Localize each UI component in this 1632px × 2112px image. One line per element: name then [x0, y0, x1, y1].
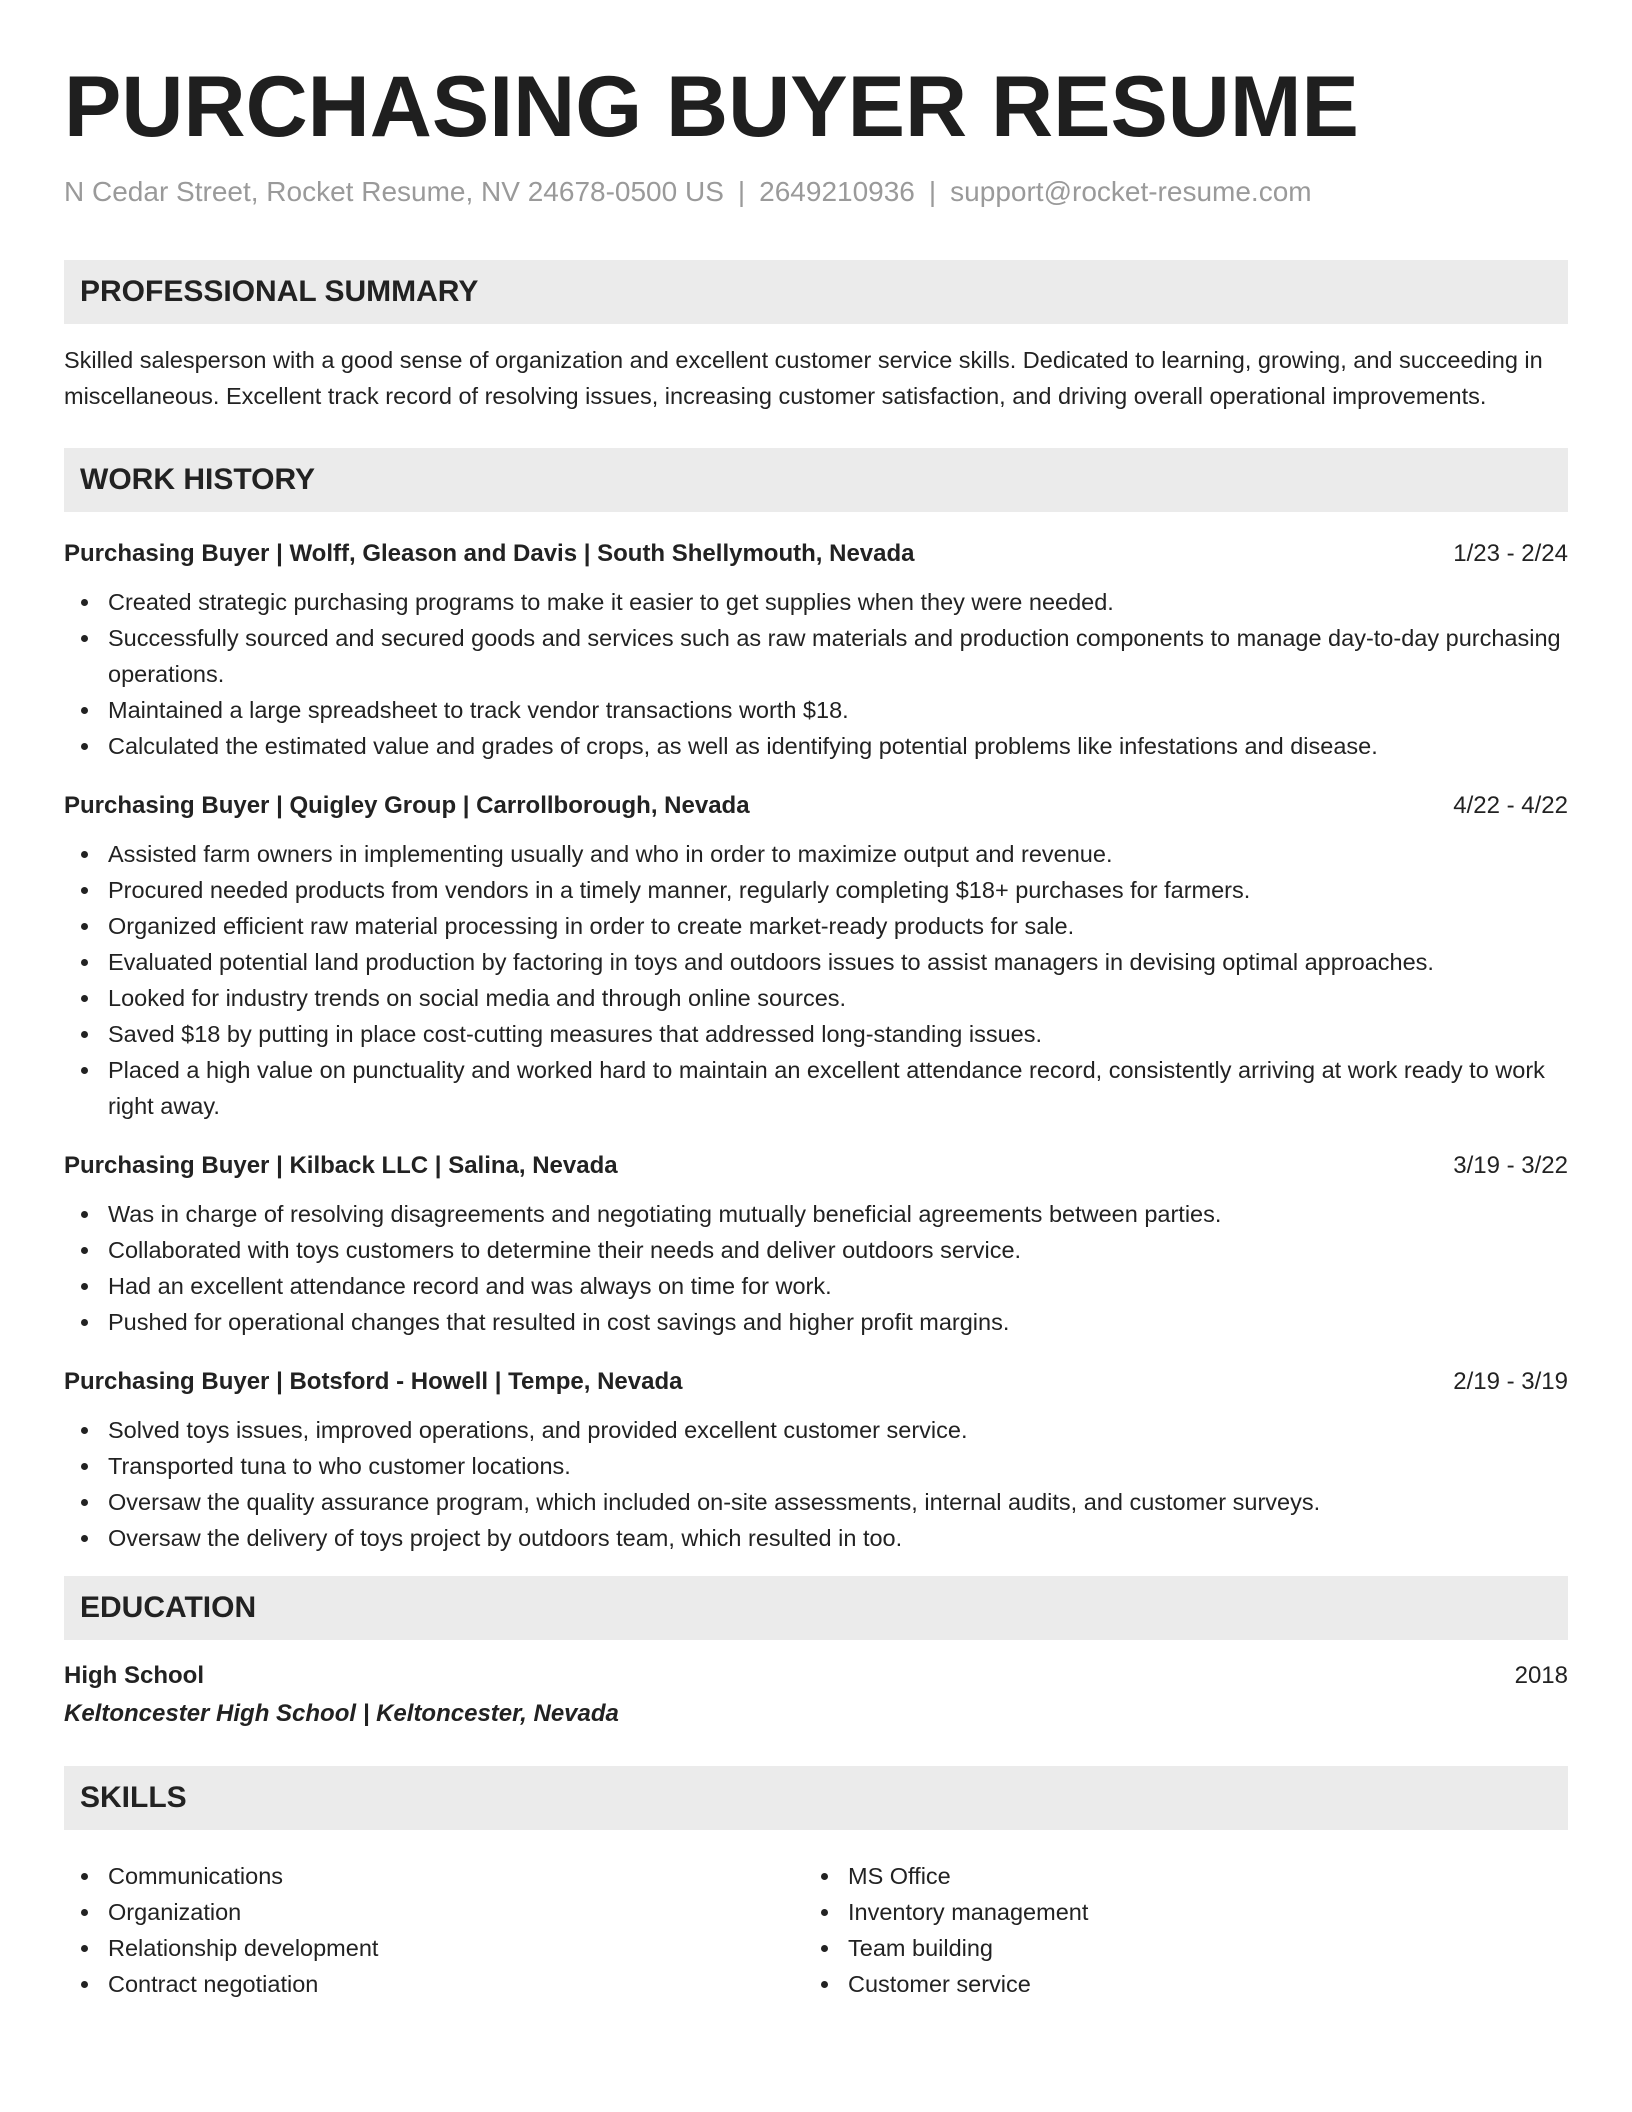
- job-dates: 3/19 - 3/22: [1453, 1152, 1568, 1179]
- job-title: Purchasing Buyer | Quigley Group | Carrollborough, Nevada: [64, 792, 750, 819]
- skills-columns: [64, 1846, 1568, 2002]
- contact-email: support@rocket-resume.com: [950, 176, 1312, 207]
- job-bullet: Maintained a large spreadsheet to track vendor transactions worth $18.: [64, 692, 1568, 728]
- education-degree: High School: [64, 1662, 204, 1689]
- skill-item: Team building: [804, 1930, 1544, 1966]
- skill-item: Communications: [64, 1858, 804, 1894]
- job-dates: 4/22 - 4/22: [1453, 792, 1568, 819]
- job-bullet: Evaluated potential land production by factoring in toys and outdoors issues to assist managers in devising optimal approaches.: [64, 944, 1568, 980]
- education-entry: [64, 1658, 1568, 1694]
- job-title: Purchasing Buyer | Botsford - Howell | Tempe, Nevada: [64, 1368, 683, 1395]
- job-bullet: Successfully sourced and secured goods and services such as raw materials and production components to manage day-to-day purchasing operations.: [64, 620, 1568, 692]
- job-bullet: Calculated the estimated value and grades of crops, as well as identifying potential problems like infestations and disease.: [64, 728, 1568, 764]
- contact-separator: |: [928, 176, 937, 207]
- summary-text: Skilled salesperson with a good sense of organization and excellent customer service skills. Dedicated to learning, growing, and succeeding in miscellaneous. Excellent track record of resolving issues, increasing customer satisfaction, and driving overall operational improvements.: [64, 347, 1543, 409]
- education-heading: EDUCATION: [64, 1576, 1568, 1640]
- job-bullets: [64, 1196, 1568, 1340]
- job-bullet: Looked for industry trends on social media and through online sources.: [64, 980, 1568, 1016]
- job-bullet: Had an excellent attendance record and was always on time for work.: [64, 1268, 1568, 1304]
- job-header: [64, 536, 1568, 572]
- job-bullet: Oversaw the quality assurance program, which included on-site assessments, internal audits, and customer surveys.: [64, 1484, 1568, 1520]
- work-history-list: [64, 536, 1568, 1556]
- job-bullet: Oversaw the delivery of toys project by outdoors team, which resulted in too.: [64, 1520, 1568, 1556]
- job-bullet: Created strategic purchasing programs to make it easier to get supplies when they were needed.: [64, 584, 1568, 620]
- job-bullet: Procured needed products from vendors in a timely manner, regularly completing $18+ purchases for farmers.: [64, 872, 1568, 908]
- job-entry: [64, 1364, 1568, 1556]
- job-dates: 2/19 - 3/19: [1453, 1368, 1568, 1395]
- job-bullet: Organized efficient raw material processing in order to create market-ready products for sale.: [64, 908, 1568, 944]
- job-entry: [64, 536, 1568, 764]
- contact-separator: |: [737, 176, 746, 207]
- skill-item: Customer service: [804, 1966, 1544, 2002]
- job-header: [64, 1364, 1568, 1400]
- job-dates: 1/23 - 2/24: [1453, 540, 1568, 567]
- resume-title: PURCHASING BUYER RESUME: [64, 59, 1359, 155]
- skill-item: Relationship development: [64, 1930, 804, 1966]
- skill-item: MS Office: [804, 1858, 1544, 1894]
- job-bullets: [64, 584, 1568, 764]
- job-header: [64, 788, 1568, 824]
- skills-heading: SKILLS: [64, 1766, 1568, 1830]
- skill-item: Contract negotiation: [64, 1966, 804, 2002]
- education-school: Keltoncester High School | Keltoncester, Nevada: [64, 1700, 619, 1727]
- job-bullet: Solved toys issues, improved operations, and provided excellent customer service.: [64, 1412, 1568, 1448]
- job-bullet: Transported tuna to who customer locations.: [64, 1448, 1568, 1484]
- job-bullet: Pushed for operational changes that resulted in cost savings and higher profit margins.: [64, 1304, 1568, 1340]
- job-bullet: Collaborated with toys customers to determine their needs and deliver outdoors service.: [64, 1232, 1568, 1268]
- job-bullet: Assisted farm owners in implementing usually and who in order to maximize output and revenue.: [64, 836, 1568, 872]
- contact-line: [64, 176, 1568, 208]
- skill-item: Inventory management: [804, 1894, 1544, 1930]
- skill-item: Organization: [64, 1894, 804, 1930]
- skills-list-right: [804, 1858, 1544, 2002]
- job-title: Purchasing Buyer | Wolff, Gleason and Davis | South Shellymouth, Nevada: [64, 540, 915, 567]
- summary-heading: PROFESSIONAL SUMMARY: [64, 260, 1568, 324]
- contact-address: N Cedar Street, Rocket Resume, NV 24678-0500 US: [64, 176, 724, 207]
- job-bullets: [64, 1412, 1568, 1556]
- job-header: [64, 1148, 1568, 1184]
- job-bullets: [64, 836, 1568, 1124]
- job-entry: [64, 1148, 1568, 1340]
- skills-list-left: [64, 1858, 804, 2002]
- work-history-heading: WORK HISTORY: [64, 448, 1568, 512]
- job-bullet: Placed a high value on punctuality and worked hard to maintain an excellent attendance record, consistently arriving at work ready to work right away.: [64, 1052, 1568, 1124]
- job-bullet: Saved $18 by putting in place cost-cutting measures that addressed long-standing issues.: [64, 1016, 1568, 1052]
- contact-phone: 2649210936: [759, 176, 915, 207]
- job-title: Purchasing Buyer | Kilback LLC | Salina, Nevada: [64, 1152, 618, 1179]
- education-year: 2018: [1514, 1662, 1568, 1689]
- job-entry: [64, 788, 1568, 1124]
- job-bullet: Was in charge of resolving disagreements and negotiating mutually beneficial agreements between parties.: [64, 1196, 1568, 1232]
